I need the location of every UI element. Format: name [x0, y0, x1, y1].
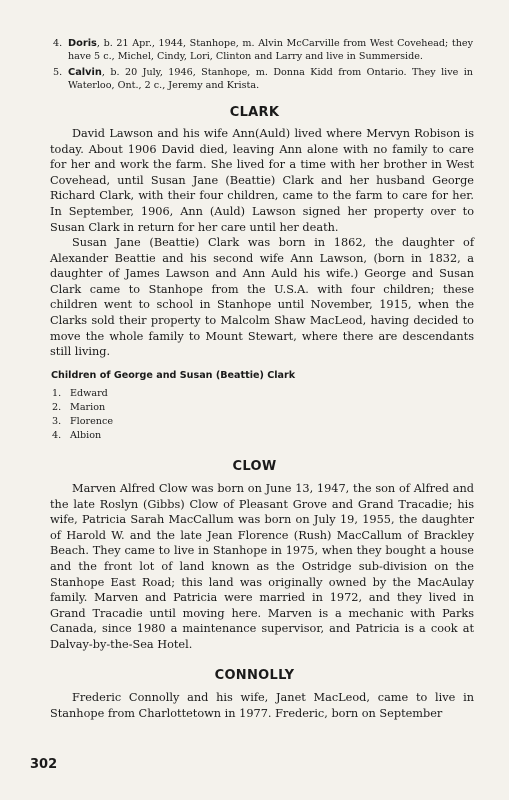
list-item: 2. Marion: [52, 402, 106, 413]
entry-text: [68, 37, 473, 63]
entry-details: , b. 20 July, 1946, Stanhope, m. Donna Kidd from Ontario. They live in Waterloo, Ont., 2 c., Jeremy and Krista.: [68, 67, 473, 91]
entry-number: 4.: [53, 38, 63, 49]
connolly-paragraph-1: Frederic Connolly and his wife, Janet MacLeod, came to live in Stanhope from Charlottetown in 1977. Frederic, born on September: [50, 691, 474, 720]
children-list: [52, 387, 113, 443]
clark-paragraph-2: Susan Jane (Beattie) Clark was born in 1862, the daughter of Alexander Beattie and his second wife Ann Lawson, (born in 1832, a daughter of James Lawson and Ann Auld his wife.) George and Susan Clark came to Stanhope from the U.S.A. with four children; these children went to school in Stanhope until November, 1915, when the Clarks sold their property to Malcolm Shaw MacLeod, having decided to move the whole family to Mount Stewart, where there are descendants still living.: [50, 236, 474, 359]
entry-number: 5.: [53, 67, 63, 78]
entry-name: Calvin: [68, 67, 102, 78]
list-item: 1. Edward: [52, 388, 108, 399]
clow-paragraph-1: Marven Alfred Clow was born on June 13, 1947, the son of Alfred and the late Roslyn (Gibbs) Clow of Pleasant Grove and Grand Tracadie; his wife, Patricia Sarah MacCallum was born on July 19, 1955, the daughter of Harold W. and the late Jean Florence (Rush) MacCallum of Brackley Beach. They came to live in Stanhope in 1975, when they bought a house and the front lot of land known as the Ostridge sub-division on the Stanhope East Road; this land was originally owned by the MacAulay family. Marven and Patricia were married in 1972, and they lived in Grand Tracadie until moving here. Marven is a mechanic with Parks Canada, since 1980 a maintenance supervisor, and Patricia is a cook at Dalvay-by-the-Sea Hotel.: [50, 482, 474, 651]
entry-text: [68, 66, 473, 92]
section-heading-connolly: CONNOLLY: [214, 668, 295, 683]
section-heading-clark: CLARK: [229, 105, 280, 120]
list-item: 3. Florence: [52, 416, 113, 427]
clark-paragraph-1: David Lawson and his wife Ann(Auld) lived where Mervyn Robison is today. About 1906 David died, leaving Ann alone with no family to care for her and work the farm. She lived for a time with her brother in West Covehead, until Susan Jane (Beattie) Clark and her husband George Richard Clark, with their four children, came to the farm to care for her. In September, 1906, Ann (Auld) Lawson signed her property over to Susan Clark in return for her care until her death.: [50, 127, 474, 234]
list-item: 4. Albion: [52, 430, 102, 441]
entry-name: Doris: [68, 38, 97, 49]
family-entry-doris: [53, 37, 473, 63]
section-heading-clow: CLOW: [232, 459, 277, 474]
page-number: 302: [30, 757, 58, 772]
entry-details: , b. 21 Apr., 1944, Stanhope, m. Alvin McCarville from West Covehead; they have 5 c., Michel, Cindy, Lori, Clinton and Larry and live in Summerside.: [68, 38, 473, 62]
children-heading: Children of George and Susan (Beattie) Clark: [51, 370, 296, 381]
family-entry-calvin: [53, 66, 473, 92]
